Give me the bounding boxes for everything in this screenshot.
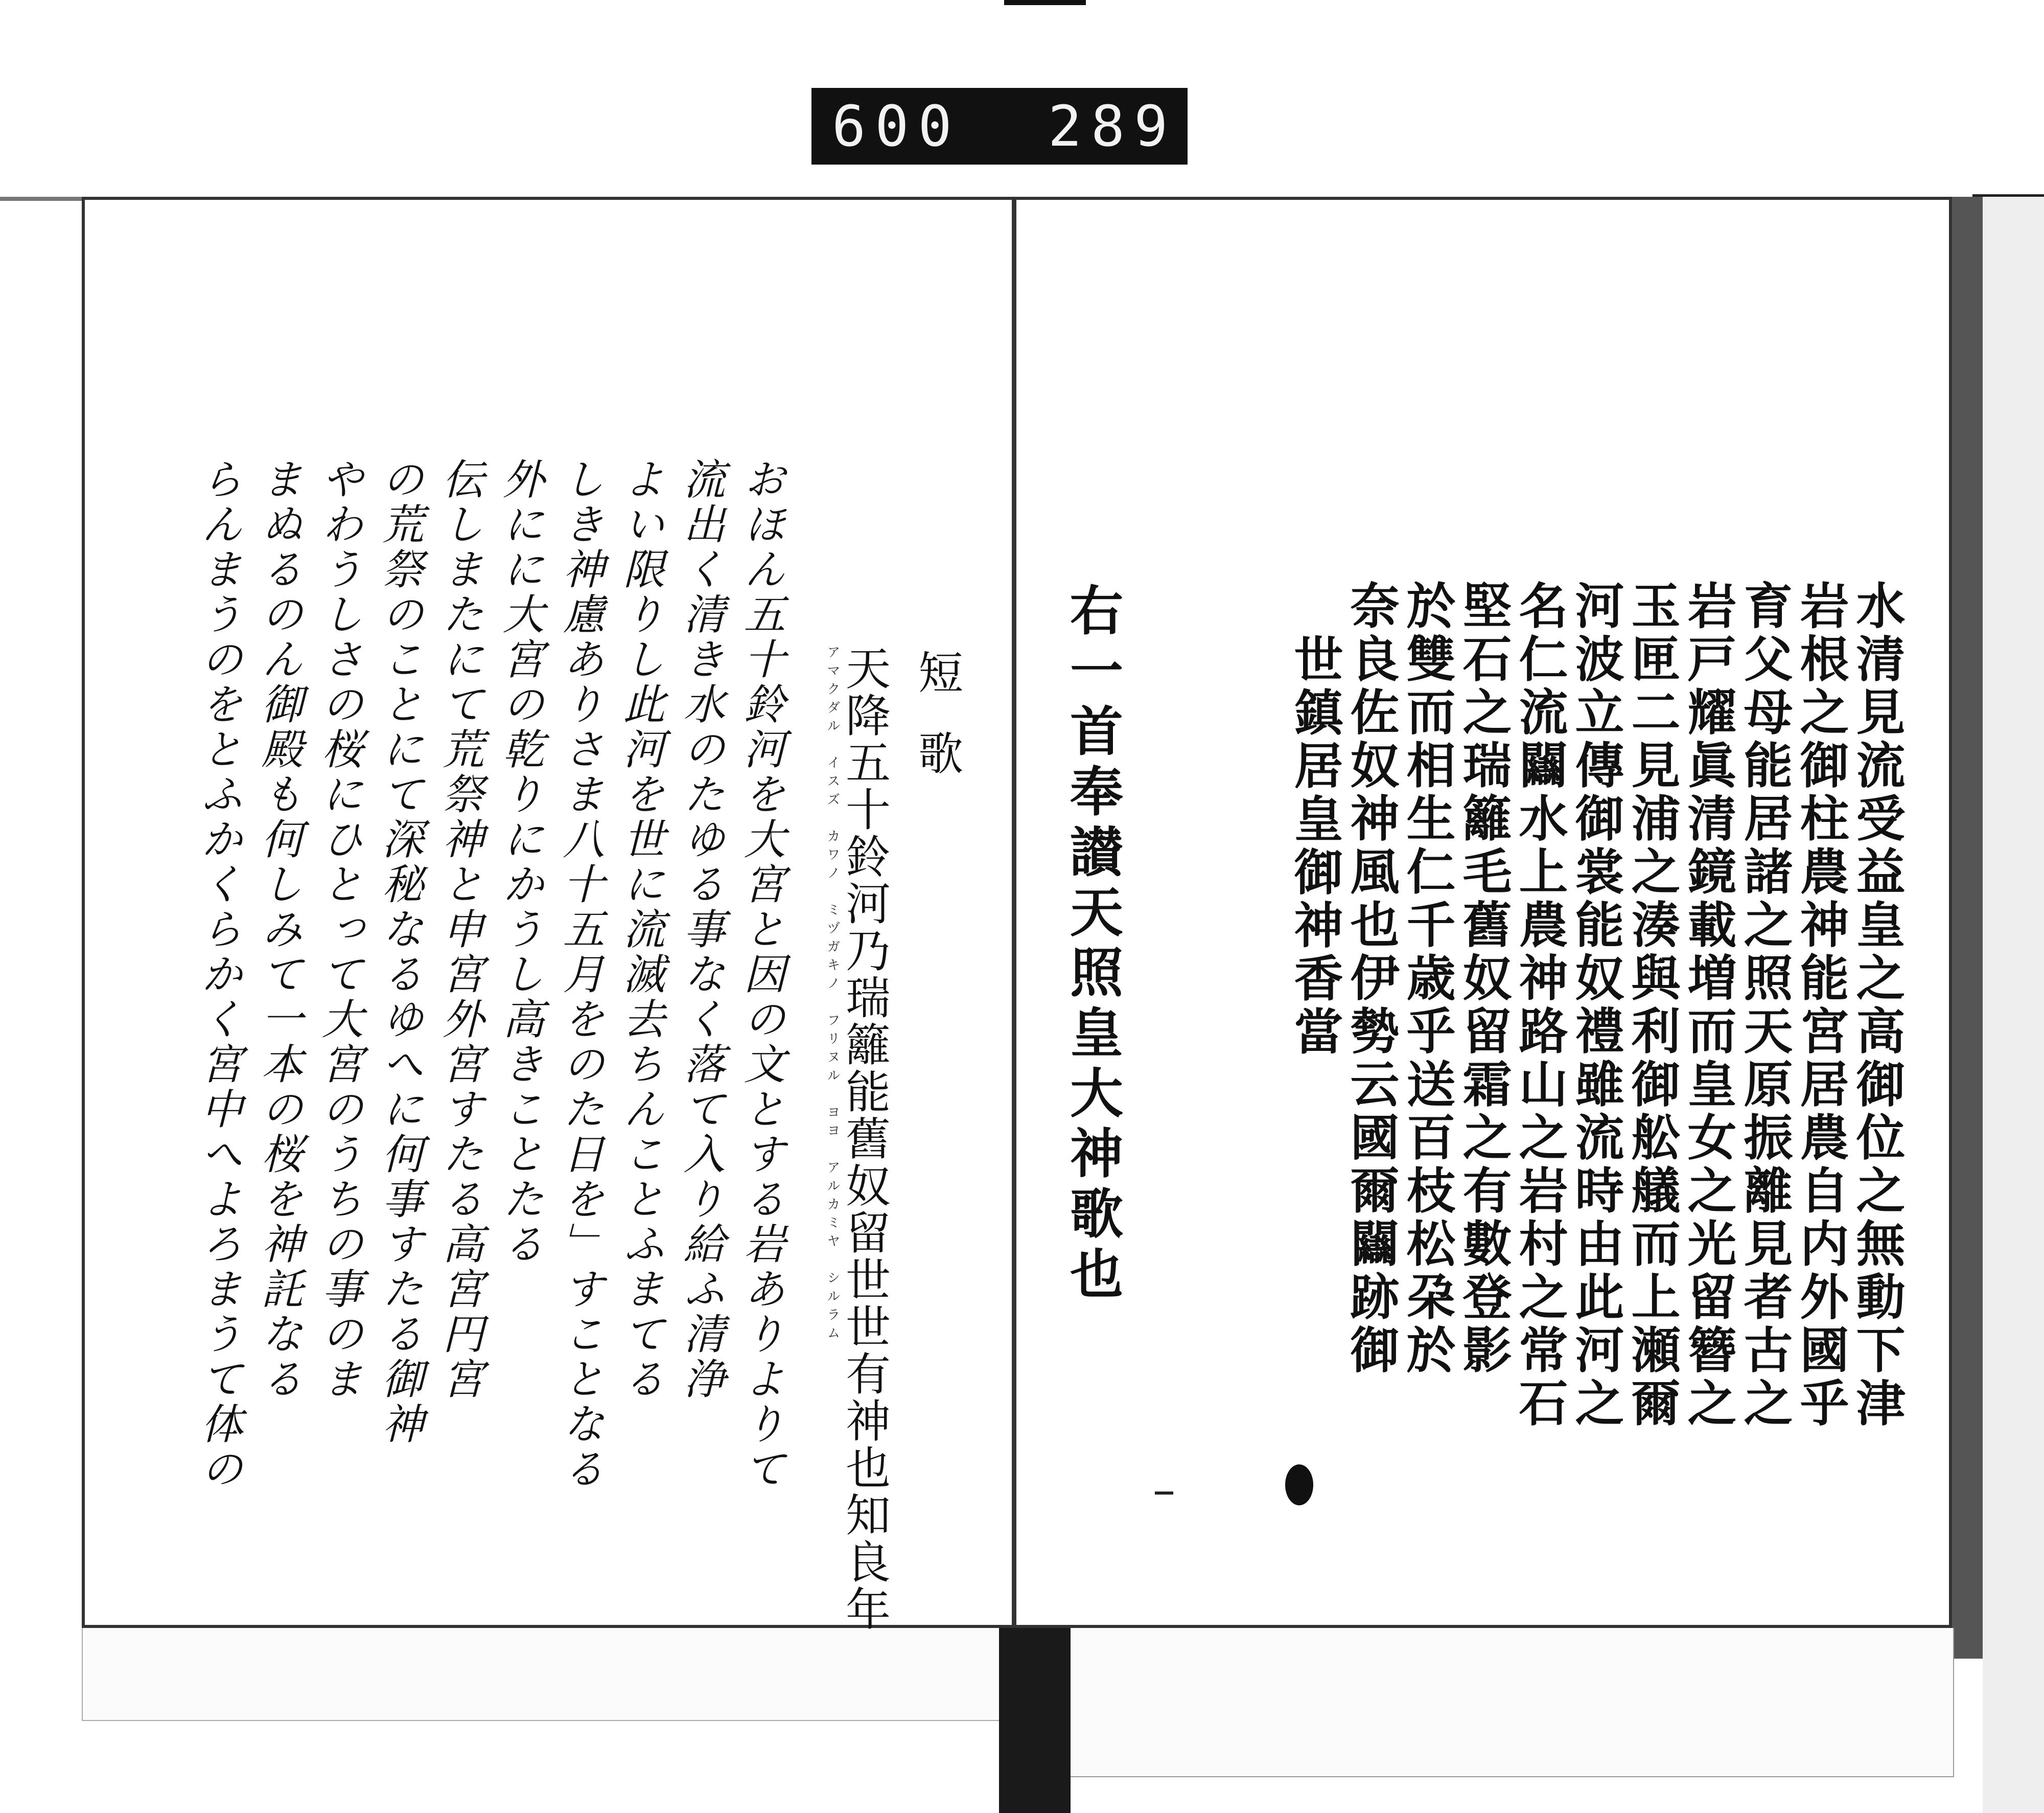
- kanbun-column-10: 奈良佐奴神風也伊勢云國爾𨷻跡御: [1342, 580, 1400, 1378]
- cursive-column-4: しき神慮ありさま八十五月をのた日を」すことなる: [556, 457, 605, 1492]
- kanbun-closing-line: 右一首奉讃天照皇大神歌也: [1061, 583, 1124, 1306]
- end-mark: [1155, 1491, 1173, 1495]
- cursive-column-5: 外にに大宮の乾りにかうし高きことたる: [496, 457, 544, 1267]
- film-edge-mark: [1004, 0, 1086, 5]
- kanbun-column-4: 岩戸耀眞清鏡載増而皇女之光留簪之: [1680, 580, 1737, 1431]
- tanka-heading: 短歌: [911, 649, 964, 811]
- kanbun-column-7: 名仁流𨷻水上農神路山之岩村之常石: [1511, 580, 1569, 1431]
- cursive-column-2: 流出く清き水のたゆる事なく落て入り給ふ清浄: [677, 457, 725, 1402]
- cursive-column-8: やわうしさの桜にひとって大宮のうちの事のま: [315, 457, 363, 1402]
- cursive-column-9: まぬるのん御殿も何しみて一本の桜を神託なる: [254, 457, 303, 1402]
- cursive-column-3: よい限りし此河を世に流滅去ちんことふまてる: [616, 457, 665, 1402]
- under-pages-left: [82, 1628, 1019, 1721]
- cursive-column-6: 伝しまたにて荒祭神と申宮外宮すたる高宮円宮: [435, 457, 484, 1402]
- film-frame-label: [811, 88, 1188, 165]
- cursive-column-1: おほん五十鈴河を大宮と因の文とする岩ありよりて: [737, 457, 785, 1492]
- background-right: [1983, 197, 2044, 1813]
- tanka-kanbun-line: 天降五十鈴河乃瑞籬能舊奴留世世有神也知良年: [839, 645, 891, 1633]
- kanbun-column-5: 玉匣二見浦之湊與利御舩艤而上瀬爾: [1623, 580, 1681, 1431]
- kanbun-column-2: 岩根之御柱農神能宮居農自内外國乎: [1792, 580, 1850, 1431]
- film-frame-number: 289: [1048, 94, 1177, 159]
- book-spine-gutter: [999, 1625, 1071, 1813]
- cursive-column-10: らんまうのをとふかくらかく宮中へよろまうて体の: [194, 457, 243, 1492]
- kanbun-column-3: 育父母能居諸之照天原振離見者古之: [1736, 580, 1794, 1431]
- kanbun-column-11: 世鎮居皇御神香當: [1286, 634, 1344, 1059]
- cursive-column-7: の荒祭のことにて深秘なるゆへに何事すたる御神: [375, 457, 424, 1447]
- ink-blot: [1285, 1464, 1313, 1505]
- kanbun-column-8: 堅石之瑞籬毛舊奴留霜之有數登影: [1455, 580, 1513, 1378]
- tanka-furigana: アマクダル イスズ カワノ ミヅガキノ フリヌル ヨヨ アルカミヤ シルラム: [825, 645, 840, 1344]
- kanbun-column-9: 於雙而相生仁千歳乎送百枝松朶於: [1399, 580, 1456, 1378]
- film-reel-number: 600: [832, 94, 961, 159]
- under-pages-right: [1065, 1628, 1954, 1777]
- kanbun-column-1: 水清見流受益皇之高御位之無動下津: [1848, 580, 1906, 1431]
- book-fore-edge: [1952, 197, 1983, 1659]
- kanbun-column-6: 河波立傳御裳能奴禮雖流時由此河之: [1567, 580, 1625, 1431]
